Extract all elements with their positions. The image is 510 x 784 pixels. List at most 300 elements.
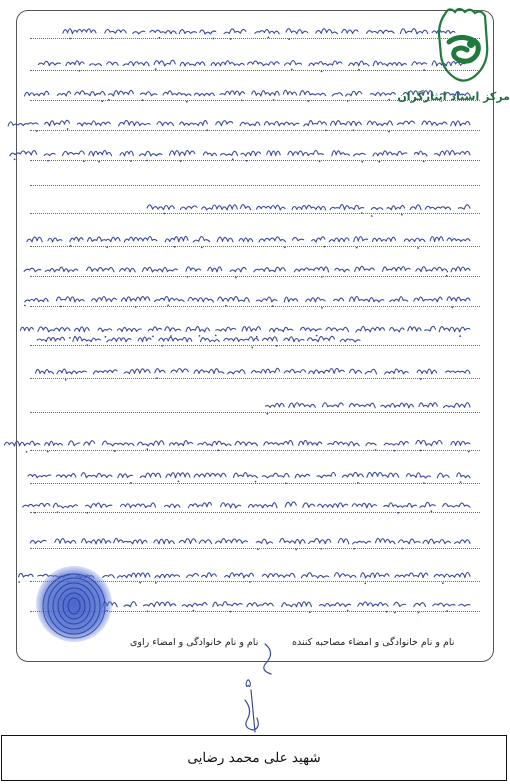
handwriting-stroke [119,120,151,125]
handwriting-stroke [193,237,210,242]
handwriting-stroke [84,441,95,445]
handwriting-dot [14,158,16,160]
handwriting-stroke [270,327,293,332]
handwriting-stroke [121,503,156,508]
handwriting-stroke [248,61,280,66]
handwriting-stroke [114,538,147,543]
handwriting-stroke [82,539,111,544]
handwriting-dot [155,582,157,584]
handwriting-stroke [140,92,156,96]
handwriting-stroke [25,91,49,96]
handwriting-stroke [353,541,371,544]
handwriting-stroke [225,573,254,578]
handwriting-stroke [133,31,145,34]
handwriting-stroke [117,573,149,578]
handwriting-dot [156,377,158,379]
handwriting-stroke [25,298,48,301]
handwriting-stroke [300,91,326,96]
handwriting-dot [108,99,110,101]
handwriting-dot [87,344,89,346]
handwriting-stroke [299,440,322,445]
handwriting-stroke [8,122,38,126]
handwriting-stroke [69,441,80,446]
handwriting-stroke [186,327,209,332]
handwriting-stroke [451,121,470,126]
handwriting-stroke [285,502,296,507]
handwriting-dot [164,213,166,215]
handwriting-stroke [248,503,277,508]
handwriting-stroke [443,503,470,507]
handwriting-dot [230,38,232,40]
handwriting-stroke [220,91,245,96]
handwriting-stroke [338,538,349,543]
handwriting-stroke [267,151,281,156]
handwriting-stroke [385,369,409,374]
handwriting-dot [325,130,327,132]
handwriting-stroke [217,237,233,242]
handwriting-stroke [87,267,114,272]
handwriting-dot [347,100,349,102]
handwriting-dot [357,482,359,484]
handwriting-dot [167,305,169,307]
handwriting-stroke [233,473,257,478]
logo-text: مرکز اسناد ایثارگران [397,90,510,103]
handwriting-stroke [211,61,244,66]
handwriting-stroke [188,502,211,507]
handwriting-dot [193,610,195,612]
handwriting-stroke [20,327,33,331]
handwriting-dot [146,160,148,162]
handwriting-dot [459,335,461,337]
handwriting-stroke [218,297,250,302]
handwriting-dot [460,481,462,483]
handwriting-dot [423,161,425,163]
handwriting-stroke [102,441,134,446]
handwriting-stroke [444,403,471,408]
handwriting-dot [288,38,290,40]
handwriting-dot [130,160,132,162]
handwriting-stroke [447,238,470,241]
handwriting-stroke [57,91,70,96]
handwriting-stroke [154,539,175,544]
handwriting-stroke [335,268,349,272]
handwriting-dot [47,451,49,453]
handwriting-stroke [254,267,286,272]
handwriting-stroke [356,326,385,332]
handwriting-dot [320,548,322,550]
handwriting-dot [246,160,248,162]
handwriting-stroke [166,473,190,478]
handwriting-dot [423,482,425,484]
handwriting-dot [142,99,144,101]
handwriting-stroke [45,267,78,272]
handwriting-dot [217,449,219,451]
handwriting-stroke [124,369,150,374]
handwriting-stroke [263,337,278,341]
handwriting-stroke [180,62,205,66]
handwriting-stroke [228,370,246,374]
handwriting-stroke [417,369,437,374]
handwriting-stroke [230,267,246,271]
handwriting-dot [418,612,420,614]
handwriting-dot [388,131,390,133]
handwriting-stroke [56,297,84,302]
handwriting-stroke [328,441,359,445]
handwriting-stroke [86,503,112,508]
handwriting-stroke [224,337,259,342]
handwriting-stroke [256,539,272,544]
handwriting-stroke [284,337,304,342]
handwriting-stroke [381,403,414,408]
handwriting-stroke [309,368,345,373]
handwriting-dot [114,450,116,452]
handwriting-dot [321,71,323,73]
handwriting-stroke [247,603,273,607]
handwriting-dot [79,70,81,72]
handwriting-dot [272,305,274,307]
handwriting-dot [256,336,258,338]
handwriting-stroke [289,403,316,408]
handwriting-dot [442,582,444,584]
handwriting-stroke [406,473,430,478]
handwriting-dot [187,276,189,278]
handwriting-stroke [53,503,77,508]
handwriting-stroke [154,60,175,66]
handwriting-stroke [182,603,207,607]
handwriting-stroke [383,267,411,272]
handwriting-stroke [292,238,304,241]
handwriting-dot [24,305,26,307]
handwriting-stroke [256,205,285,210]
handwriting-stroke [213,602,242,607]
handwriting-stroke [430,237,443,242]
handwriting-dot [255,481,257,483]
handwriting-stroke [148,327,161,331]
handwriting-stroke [367,30,395,33]
handwriting-stroke [165,327,181,331]
handwriting-stroke [373,151,407,156]
handwriting-stroke [332,93,342,96]
handwriting-dot [375,449,377,451]
handwriting-stroke [322,403,343,407]
handwriting-dot [70,245,72,247]
handwriting-dot [291,69,293,71]
handwriting-stroke [140,151,162,156]
handwriting-stroke [118,474,133,478]
handwriting-stroke [331,121,362,126]
handwriting-stroke [307,336,334,341]
handwriting-stroke [316,29,338,34]
handwriting-dot [364,583,366,585]
sanad-logo-icon [397,4,510,104]
handwriting-stroke [66,61,84,66]
handwriting-stroke [202,205,238,210]
handwriting-dot [36,130,38,132]
handwriting-stroke [342,29,358,33]
handwriting-stroke [384,441,408,445]
handwriting-stroke [435,151,471,156]
handwriting-dot [371,215,373,217]
handwriting-stroke [366,443,376,446]
handwriting-dot [347,610,349,612]
handwriting-stroke [198,441,231,446]
handwriting-stroke [457,473,470,478]
handwriting-stroke [187,574,199,578]
signature-scrawl [225,640,295,735]
handwriting-stroke [45,441,63,445]
handwriting-stroke [334,573,356,578]
handwriting-stroke [284,297,298,302]
handwriting-dot [225,305,227,307]
handwriting-stroke [170,151,195,156]
handwriting-stroke [45,120,70,126]
handwriting-stroke [19,573,34,577]
handwriting-stroke [235,441,257,445]
handwriting-stroke [92,297,117,302]
handwriting-stroke [263,573,296,577]
handwriting-stroke [195,93,215,96]
handwriting-stroke [340,339,360,342]
handwriting-dot [161,345,163,347]
handwriting-dot [430,510,432,512]
handwriting-stroke [186,267,201,271]
handwriting-stroke [63,151,85,156]
handwriting-dot [266,413,268,415]
handwriting-stroke [300,327,321,331]
handwriting-stroke [165,236,188,241]
handwriting-stroke [36,369,54,374]
handwriting-dot [98,161,100,163]
handwriting-dot [394,612,396,614]
handwriting-stroke [318,503,348,508]
handwriting-stroke [397,121,414,124]
handwriting-dot [159,37,161,39]
handwriting-stroke [288,150,324,155]
handwriting-stroke [90,64,102,66]
handwriting-dot [378,161,380,163]
handwriting-stroke [265,403,284,407]
handwriting-stroke [304,121,327,126]
handwriting-dot [155,68,157,70]
handwriting-dot [401,548,403,550]
handwriting-dot [180,160,182,162]
handwriting-stroke [390,297,408,302]
handwriting-stroke [371,208,383,210]
handwriting-stroke [221,151,238,155]
handwriting-stroke [285,60,302,65]
handwriting-stroke [416,440,442,445]
fingerprint-icon [34,562,114,644]
handwriting-dot [284,247,286,249]
handwriting-dot [186,101,188,103]
handwriting-stroke [208,267,222,272]
handwriting-stroke [354,237,368,242]
handwriting-stroke [349,403,375,408]
handwriting-stroke [70,237,83,242]
handwriting-stroke [188,297,214,302]
handwriting-stroke [24,268,41,272]
handwriting-stroke [120,268,136,272]
handwriting-stroke [395,573,428,578]
handwriting-stroke [194,369,224,374]
handwriting-stroke [138,337,151,342]
handwriting-stroke [252,91,279,96]
handwriting-dot [451,306,453,308]
handwriting-stroke [365,369,377,374]
handwriting-stroke [203,152,216,156]
handwriting-stroke [194,473,226,477]
handwriting-stroke [425,326,436,331]
handwriting-stroke [346,91,362,96]
handwriting-stroke [105,29,126,33]
caption-text: شهید علی محمد رضایی [187,750,321,766]
handwriting-dot [361,161,363,163]
handwriting-stroke [286,29,308,34]
handwriting-dot [309,611,311,613]
handwriting-stroke [423,539,450,544]
handwriting-dot [308,100,310,102]
handwriting-stroke [309,539,331,544]
handwriting-dot [388,99,390,101]
handwriting-stroke [57,369,86,374]
handwriting-dot [18,581,20,583]
handwriting-stroke [48,238,62,242]
handwriting-dot [213,38,215,40]
handwriting-dot [393,378,395,380]
handwriting-dot [215,335,217,337]
handwriting-stroke [459,604,470,606]
handwriting-stroke [155,297,185,302]
handwriting-stroke [349,296,384,302]
handwriting-dot [135,306,137,308]
handwriting-stroke [408,327,421,332]
handwriting-dot [178,481,180,483]
handwriting-stroke [37,337,65,341]
handwriting-stroke [439,327,470,332]
handwriting-stroke [371,93,396,96]
handwriting-stroke [312,237,325,242]
handwriting-dot [26,451,28,453]
handwriting-stroke [414,297,442,302]
handwriting-stroke [93,370,117,374]
handwriting-stroke [117,327,141,331]
handwriting-stroke [200,30,216,34]
handwriting-stroke [179,539,196,544]
handwriting-stroke [292,205,326,210]
handwriting-stroke [447,297,470,301]
handwriting-stroke [73,337,101,342]
handwriting-dot [69,337,71,339]
handwriting-stroke [147,205,174,210]
handwriting-dot [67,128,69,130]
handwriting-stroke [284,369,305,373]
handwriting-stroke [352,503,376,508]
handwriting-dot [319,160,321,162]
handwriting-dot [130,482,132,484]
handwriting-stroke [355,266,375,271]
handwriting-stroke [350,369,362,373]
handwriting-dot [206,129,208,131]
handwriting-dot [393,450,395,452]
handwriting-stroke [255,30,279,34]
handwriting-stroke [199,540,211,544]
handwriting-stroke [107,62,119,65]
handwriting-stroke [10,151,37,156]
handwriting-stroke [30,540,46,543]
handwriting-stroke [109,90,134,96]
handwriting-dot [401,214,403,216]
handwriting-stroke [77,121,110,126]
handwriting-stroke [159,337,192,342]
handwriting-stroke [367,472,399,477]
handwriting-stroke [433,603,455,606]
handwriting-stroke [143,602,175,607]
handwriting-dot [353,129,355,131]
handwriting-dot [101,100,103,102]
handwriting-stroke [120,151,133,156]
handwriting-dot [111,38,113,40]
handwriting-stroke [451,267,470,272]
interviewer-signature-label: نام و نام خانوادگی و امضاء مصاحبه کننده [292,637,455,648]
handwriting-stroke [239,238,253,242]
handwriting-stroke [326,327,349,331]
handwriting-stroke [425,206,451,209]
handwriting-stroke [262,473,289,478]
handwriting-stroke [75,91,105,96]
handwriting-stroke [240,122,260,126]
handwriting-dot [420,378,422,380]
handwriting-dot [417,247,419,249]
handwriting-stroke [28,475,51,478]
handwriting-stroke [264,122,299,126]
handwriting-stroke [309,61,342,66]
handwriting-stroke [155,369,165,373]
handwriting-stroke [283,90,296,95]
handwriting-stroke [165,504,181,508]
handwriting-stroke [264,440,293,445]
handwriting-dot [353,548,355,550]
handwriting-dot [446,610,448,612]
handwriting-stroke [23,503,50,507]
handwriting-stroke [301,573,328,578]
handwriting-stroke [358,602,388,606]
handwriting-stroke [224,29,246,34]
handwriting-dot [358,69,360,71]
handwriting-stroke [390,328,405,332]
handwriting-stroke [55,539,76,544]
handwriting-stroke [306,298,325,302]
handwriting-stroke [384,503,417,507]
handwriting-stroke [38,61,60,65]
handwriting-stroke [458,205,470,209]
handwriting-stroke [303,503,315,507]
handwriting-stroke [317,472,336,477]
handwriting-stroke [334,298,344,301]
handwriting-stroke [446,370,470,374]
handwriting-stroke [455,540,470,544]
handwriting-stroke [56,474,76,478]
handwriting-stroke [107,338,131,342]
handwriting-stroke [256,297,277,302]
handwriting-dot [276,345,278,347]
handwriting-stroke [201,338,220,342]
handwriting-stroke [329,238,349,242]
handwriting-dot [468,451,470,453]
handwriting-stroke [98,328,112,332]
handwriting-stroke [138,441,164,446]
handwriting-stroke [75,327,90,332]
handwriting-dot [356,247,358,249]
